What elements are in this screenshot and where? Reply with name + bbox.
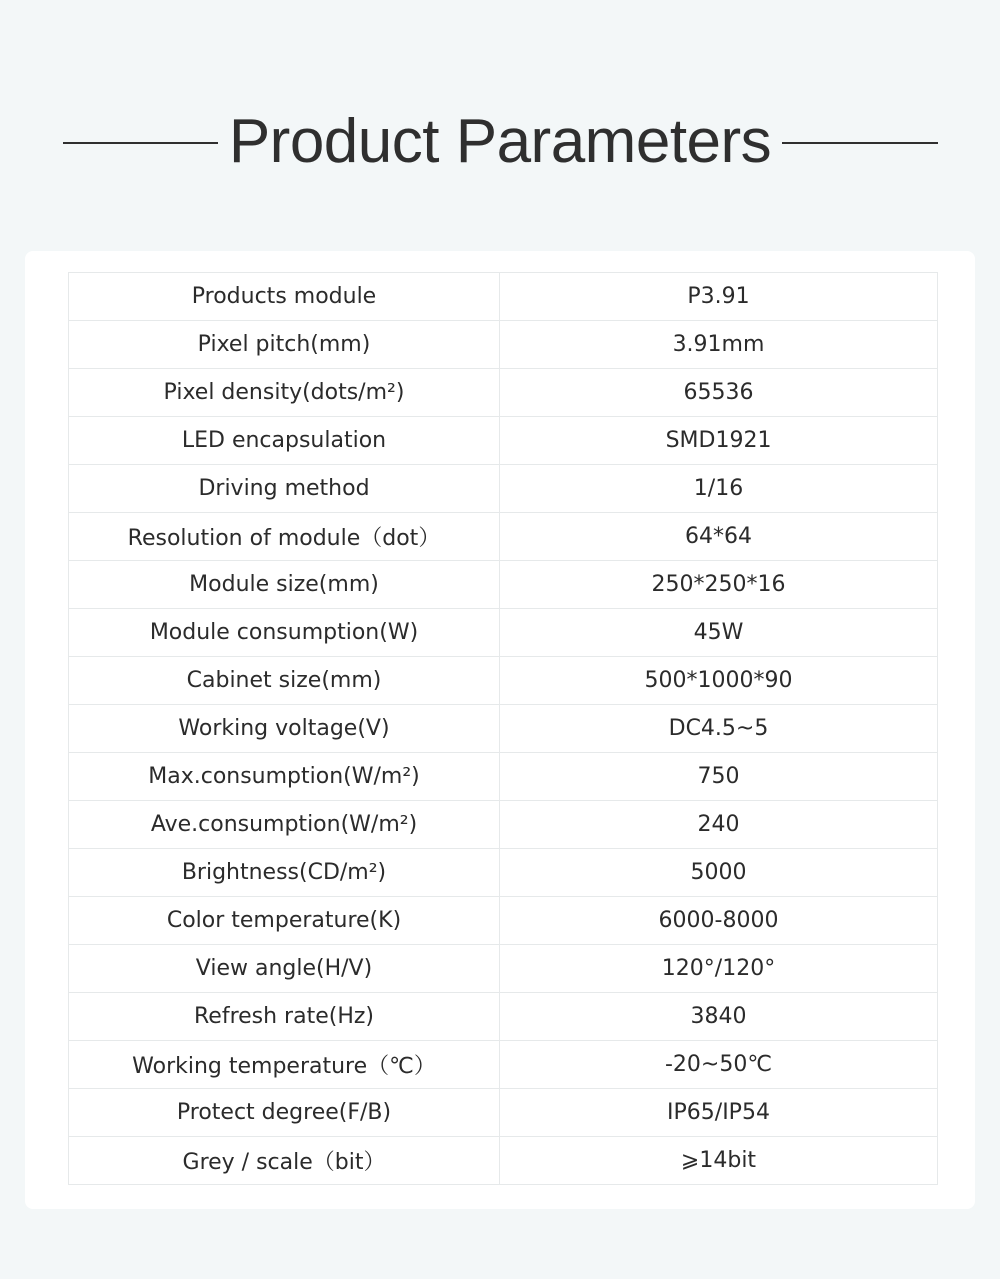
title-divider-left — [63, 142, 218, 144]
table-row — [69, 561, 938, 609]
param-label: Driving method — [69, 465, 500, 513]
param-label: Resolution of module（dot） — [69, 513, 500, 561]
title-divider-right — [782, 142, 938, 144]
param-value: 750 — [500, 753, 938, 801]
page-header — [0, 100, 1000, 190]
param-value: 500*1000*90 — [500, 657, 938, 705]
table-row — [69, 945, 938, 993]
param-value: 6000-8000 — [500, 897, 938, 945]
table-row — [69, 753, 938, 801]
table-row — [69, 1137, 938, 1185]
param-value: 45W — [500, 609, 938, 657]
param-value: 64*64 — [500, 513, 938, 561]
param-label: Color temperature(K) — [69, 897, 500, 945]
param-label: Pixel density(dots/m²) — [69, 369, 500, 417]
param-value: 240 — [500, 801, 938, 849]
table-row — [69, 897, 938, 945]
param-label: View angle(H/V) — [69, 945, 500, 993]
param-label: Products module — [69, 273, 500, 321]
param-value: 120°/120° — [500, 945, 938, 993]
param-label: Protect degree(F/B) — [69, 1089, 500, 1137]
param-value: DC4.5~5 — [500, 705, 938, 753]
param-value: 3840 — [500, 993, 938, 1041]
param-value: 65536 — [500, 369, 938, 417]
spec-table — [68, 272, 938, 1185]
param-label: Grey / scale（bit） — [69, 1137, 500, 1185]
table-row — [69, 273, 938, 321]
table-row — [69, 465, 938, 513]
param-label: Working temperature（℃） — [69, 1041, 500, 1089]
table-row — [69, 609, 938, 657]
param-label: Refresh rate(Hz) — [69, 993, 500, 1041]
param-value: IP65/IP54 — [500, 1089, 938, 1137]
table-row — [69, 657, 938, 705]
param-label: Module consumption(W) — [69, 609, 500, 657]
table-row — [69, 321, 938, 369]
param-value: -20~50℃ — [500, 1041, 938, 1089]
param-label: Module size(mm) — [69, 561, 500, 609]
param-label: Cabinet size(mm) — [69, 657, 500, 705]
table-row — [69, 1041, 938, 1089]
param-value: 250*250*16 — [500, 561, 938, 609]
param-label: Brightness(CD/m²) — [69, 849, 500, 897]
table-row — [69, 417, 938, 465]
param-label: Working voltage(V) — [69, 705, 500, 753]
param-value: SMD1921 — [500, 417, 938, 465]
table-row — [69, 1089, 938, 1137]
table-row — [69, 513, 938, 561]
table-row — [69, 705, 938, 753]
table-row — [69, 993, 938, 1041]
param-value: 5000 — [500, 849, 938, 897]
table-row — [69, 849, 938, 897]
param-value: 1/16 — [500, 465, 938, 513]
param-label: Pixel pitch(mm) — [69, 321, 500, 369]
param-value: 3.91mm — [500, 321, 938, 369]
param-label: Max.consumption(W/m²) — [69, 753, 500, 801]
table-row — [69, 369, 938, 417]
param-value: ⩾14bit — [500, 1137, 938, 1185]
param-label: LED encapsulation — [69, 417, 500, 465]
table-row — [69, 801, 938, 849]
page-title: Product Parameters — [228, 107, 772, 176]
param-label: Ave.consumption(W/m²) — [69, 801, 500, 849]
param-value: P3.91 — [500, 273, 938, 321]
